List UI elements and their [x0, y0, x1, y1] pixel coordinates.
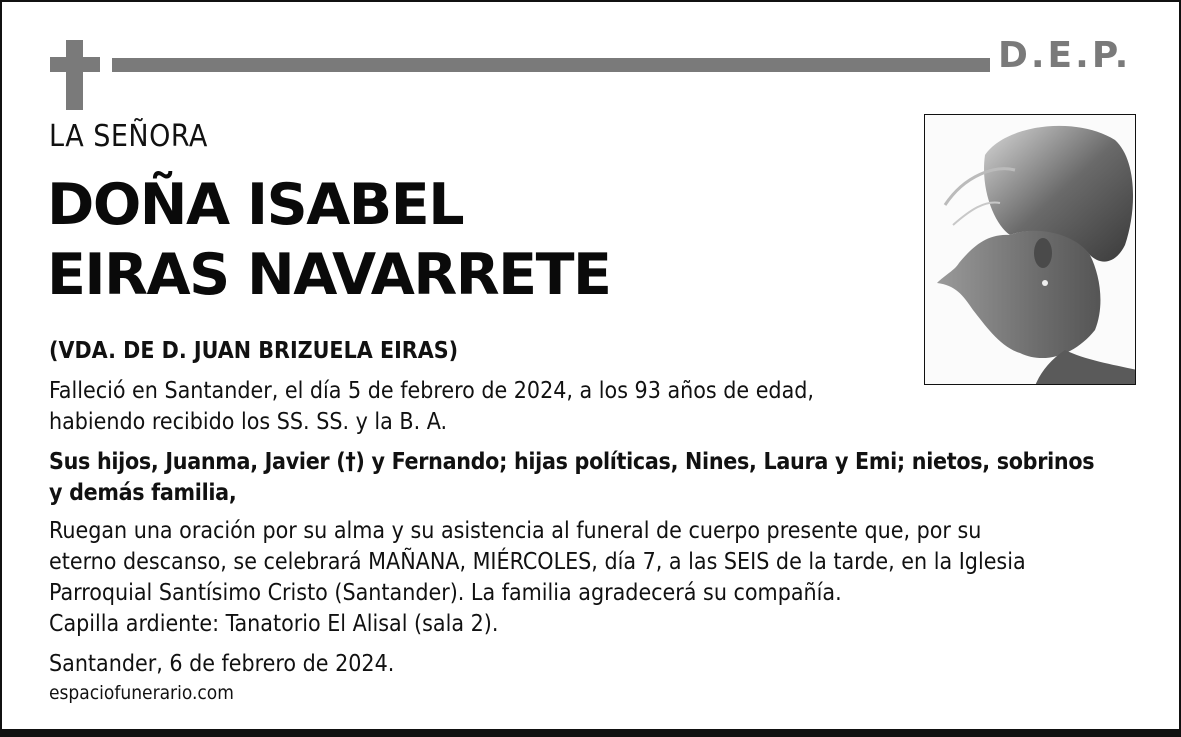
website-link[interactable]: espaciofunerario.com [49, 682, 234, 704]
family-paragraph [49, 447, 1094, 509]
request-line-1: Ruegan una oración por su alma y su asistencia al funeral de cuerpo presente que, por su [49, 518, 982, 544]
death-paragraph [49, 376, 814, 438]
death-line-2: habiendo recibido los SS. SS. y la B. A. [49, 409, 448, 435]
dep-label: D.E.P. [998, 35, 1132, 76]
portrait-photo [924, 114, 1136, 385]
request-paragraph [49, 516, 1026, 640]
title-label: LA SEÑORA [49, 119, 208, 154]
name-line-1: DOÑA ISABEL [47, 172, 464, 238]
portrait-image [925, 115, 1136, 385]
header-rule [112, 58, 990, 72]
place-date: Santander, 6 de febrero de 2024. [49, 651, 395, 677]
deceased-name [47, 170, 610, 310]
name-line-2: EIRAS NAVARRETE [47, 242, 611, 308]
cross-icon-bar [50, 57, 100, 72]
chapel-line: Capilla ardiente: Tanatorio El Alisal (sala 2). [49, 611, 499, 637]
request-line-2: eterno descanso, se celebrará MAÑANA, MIÉRCOLES, día 7, a las SEIS de la tarde, en la Iglesia [49, 549, 1026, 575]
cross-icon [66, 40, 83, 110]
family-line-2: y demás familia, [49, 480, 237, 506]
request-line-3: Parroquial Santísimo Cristo (Santander). La familia agradecerá su compañía. [49, 580, 842, 606]
death-line-1: Falleció en Santander, el día 5 de febrero de 2024, a los 93 años de edad, [49, 378, 814, 404]
widow-of: (VDA. DE D. JUAN BRIZUELA EIRAS) [49, 338, 459, 364]
family-line-1: Sus hijos, Juanma, Javier (†) y Fernando; hijas políticas, Nines, Laura y Emi; nietos, sobrinos [49, 449, 1095, 475]
